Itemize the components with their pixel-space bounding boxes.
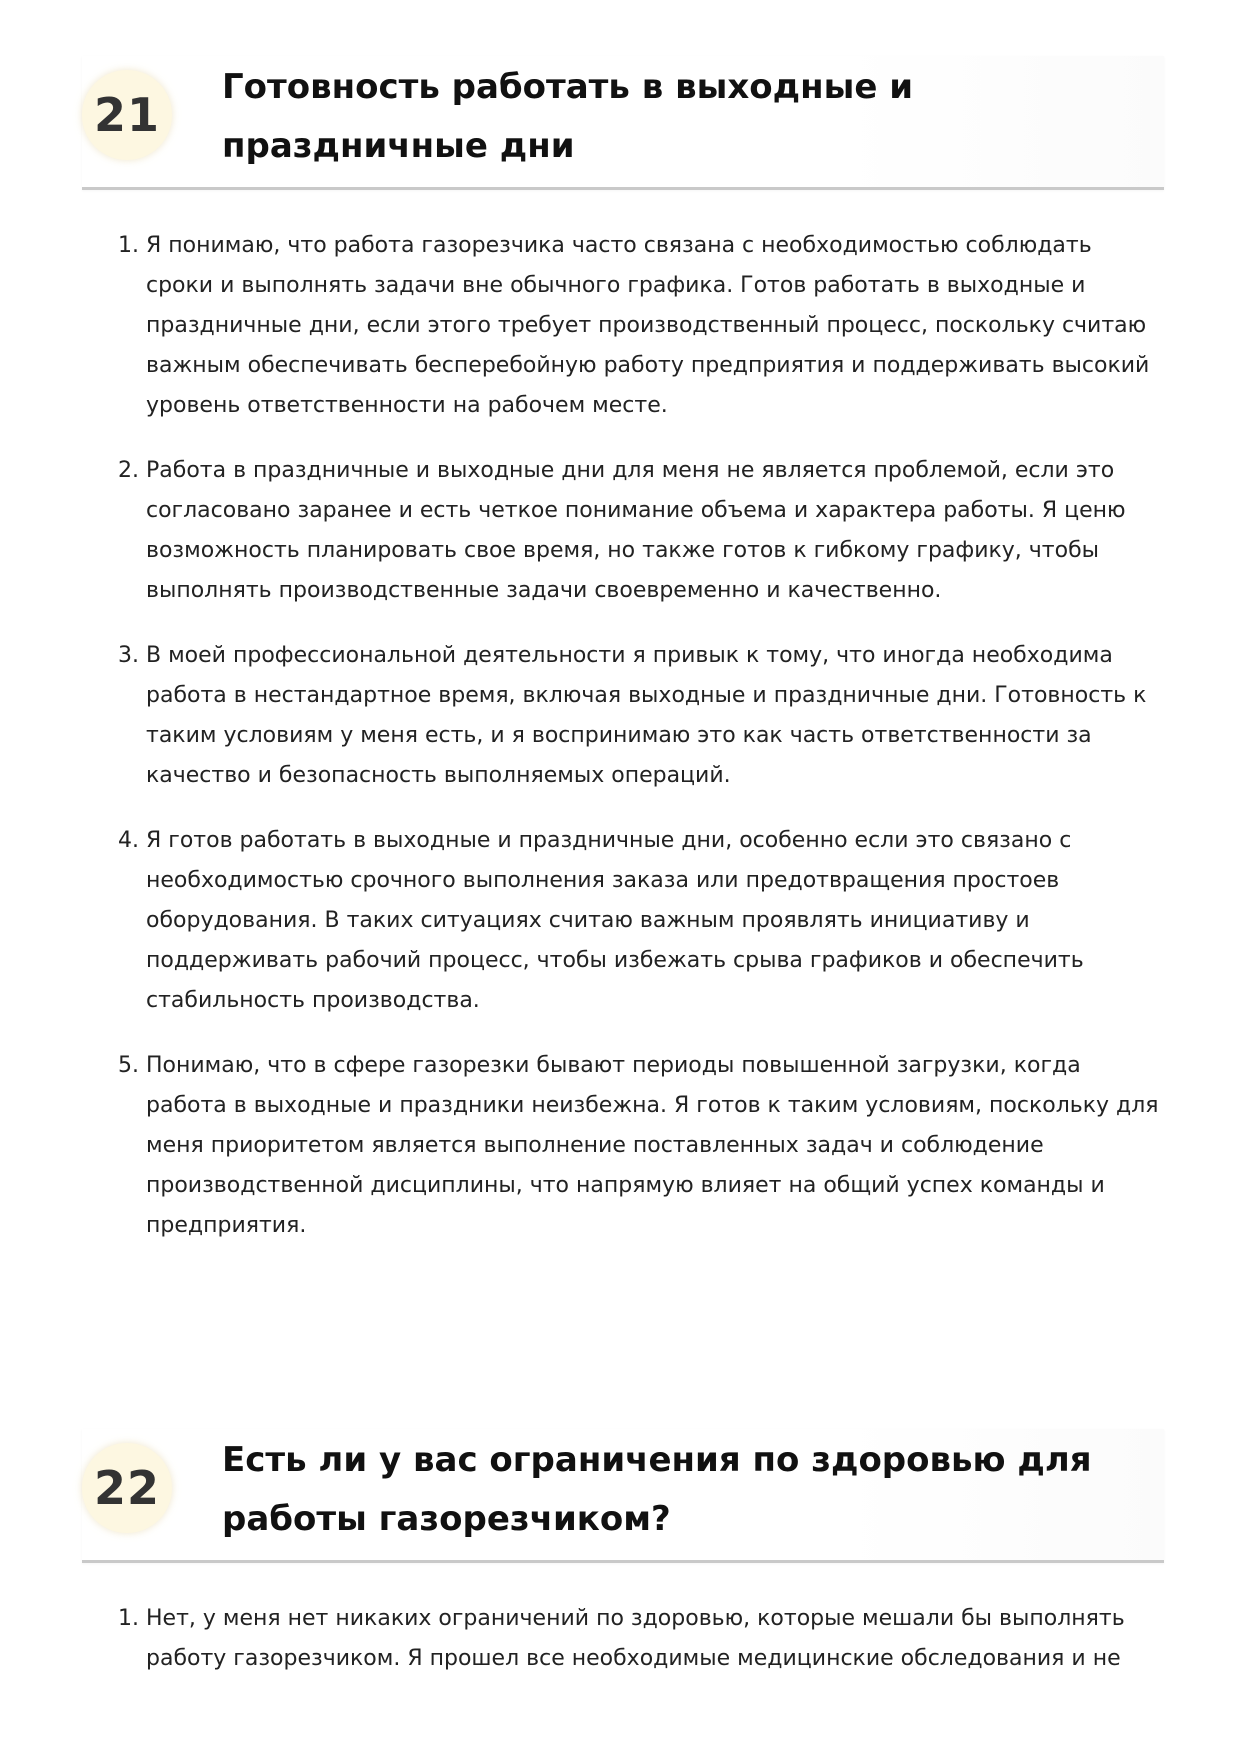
answer-text: Я понимаю, что работа газорезчика часто связана с необходимостью соблюдать сроки и выполнять задачи вне обычного графика. Готов работать в выходные и праздничные дни, если этого требует производственный процесс, поскольку считаю важным обеспечивать бесперебойную работу предприятия и поддерживать высокий уровень ответственности на рабочем месте. (146, 233, 1150, 418)
answer-item (82, 226, 1164, 426)
question-title: Готовность работать в выходные и праздничные дни (222, 67, 914, 166)
answer-list (82, 1599, 1164, 1679)
question-number-badge: 22 (82, 1443, 172, 1533)
answer-number: 1. (118, 233, 139, 258)
answer-list (82, 226, 1164, 1246)
answer-number: 1. (118, 1606, 139, 1631)
question-header (82, 1429, 1164, 1563)
answer-number: 2. (118, 458, 139, 483)
answer-text: Работа в праздничные и выходные дни для меня не является проблемой, если это согласовано заранее и есть четкое понимание объема и характера работы. Я ценю возможность планировать свое время, но также готов к гибкому графику, чтобы выполнять производственные задачи своевременно и качественно. (146, 458, 1126, 603)
question-header (82, 56, 1164, 190)
question-title: Есть ли у вас ограничения по здоровью для работы газорезчиком? (222, 1440, 1092, 1539)
question-section-21 (82, 56, 1164, 1271)
answer-number: 5. (118, 1053, 139, 1078)
answer-text: Нет, у меня нет никаких ограничений по здоровью, которые мешали бы выполнять работу газорезчиком. Я прошел все необходимые медицинские обследования и не (146, 1606, 1125, 1671)
question-section-22 (82, 1429, 1164, 1704)
answer-item (82, 1599, 1164, 1679)
answer-text: Понимаю, что в сфере газорезки бывают периоды повышенной загрузки, когда работа в выходные и праздники неизбежна. Я готов к таким условиям, поскольку для меня приоритетом является выполнение поставленных задач и соблюдение производственной дисциплины, что напрямую влияет на общий успех команды и предприятия. (146, 1053, 1159, 1238)
answer-number: 3. (118, 643, 139, 668)
answer-number: 4. (118, 828, 139, 853)
answer-item (82, 451, 1164, 611)
answer-item (82, 821, 1164, 1021)
answer-text: Я готов работать в выходные и праздничные дни, особенно если это связано с необходимостью срочного выполнения заказа или предотвращения простоев оборудования. В таких ситуациях считаю важным проявлять инициативу и поддерживать рабочий процесс, чтобы избежать срыва графиков и обеспечить стабильность производства. (146, 828, 1084, 1013)
answer-text: В моей профессиональной деятельности я привык к тому, что иногда необходима работа в нестандартное время, включая выходные и праздничные дни. Готовность к таким условиям у меня есть, и я воспринимаю это как часть ответственности за качество и безопасность выполняемых операций. (146, 643, 1147, 788)
answer-item (82, 1046, 1164, 1246)
question-number-badge: 21 (82, 70, 172, 160)
answer-item (82, 636, 1164, 796)
